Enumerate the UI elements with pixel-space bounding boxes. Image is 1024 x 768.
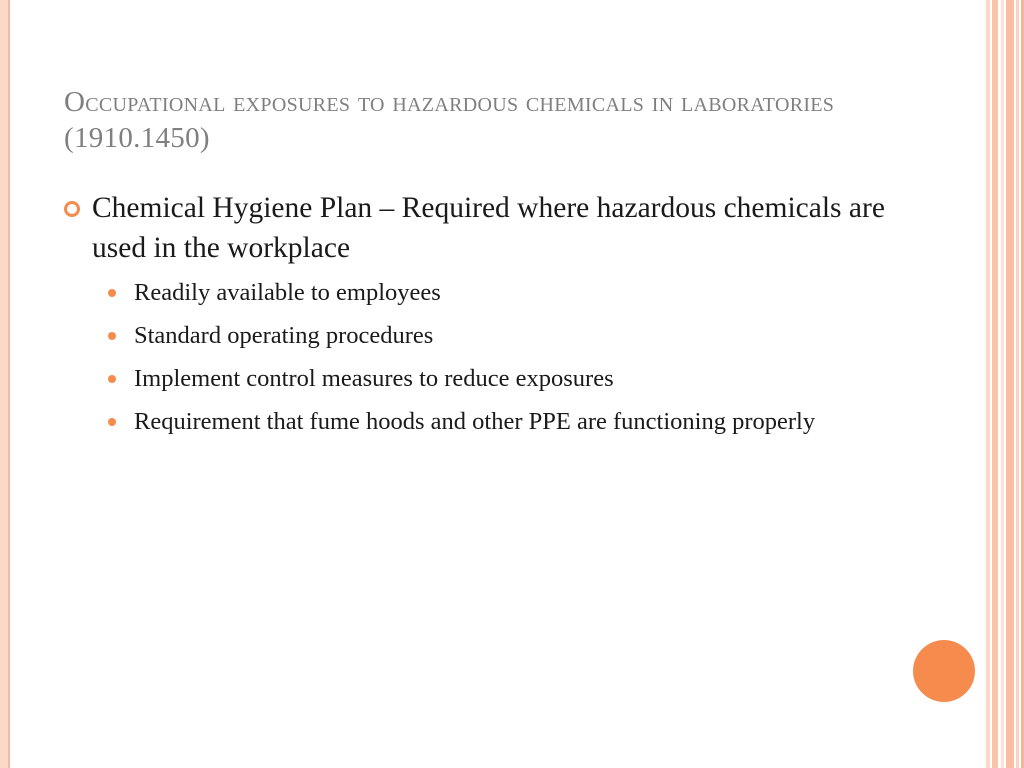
sub-bullet-text: Requirement that fume hoods and other PPE are functioning properly <box>134 408 816 435</box>
right-stripes <box>980 0 1024 768</box>
sub-bullet-item <box>62 276 912 310</box>
left-border-line <box>8 0 10 768</box>
stripe <box>986 0 990 768</box>
stripe <box>1006 0 1014 768</box>
main-bullet-item <box>62 188 912 268</box>
dot-bullet-icon <box>108 332 116 340</box>
slide-title: Occupational exposures to hazardous chemicals in laboratories (1910.1450) <box>64 86 835 154</box>
dot-bullet-icon <box>108 289 116 297</box>
sub-bullet-item <box>62 319 912 353</box>
stripe <box>1001 0 1004 768</box>
sub-bullet-item <box>62 362 912 396</box>
dot-bullet-icon <box>108 375 116 383</box>
main-bullet-text: Chemical Hygiene Plan – Required where hazardous chemicals are used in the workplace <box>92 192 885 264</box>
sub-bullet-text: Implement control measures to reduce exposures <box>134 365 614 392</box>
stripe <box>1016 0 1019 768</box>
slide-content <box>62 188 912 448</box>
ring-bullet-icon <box>64 201 80 217</box>
sub-bullet-item <box>62 405 912 439</box>
stripe <box>992 0 998 768</box>
sub-bullet-text: Standard operating procedures <box>134 322 434 349</box>
dot-bullet-icon <box>108 418 116 426</box>
sub-bullet-text: Readily available to employees <box>134 279 441 306</box>
decorative-circle <box>913 640 975 702</box>
left-border <box>0 0 8 768</box>
